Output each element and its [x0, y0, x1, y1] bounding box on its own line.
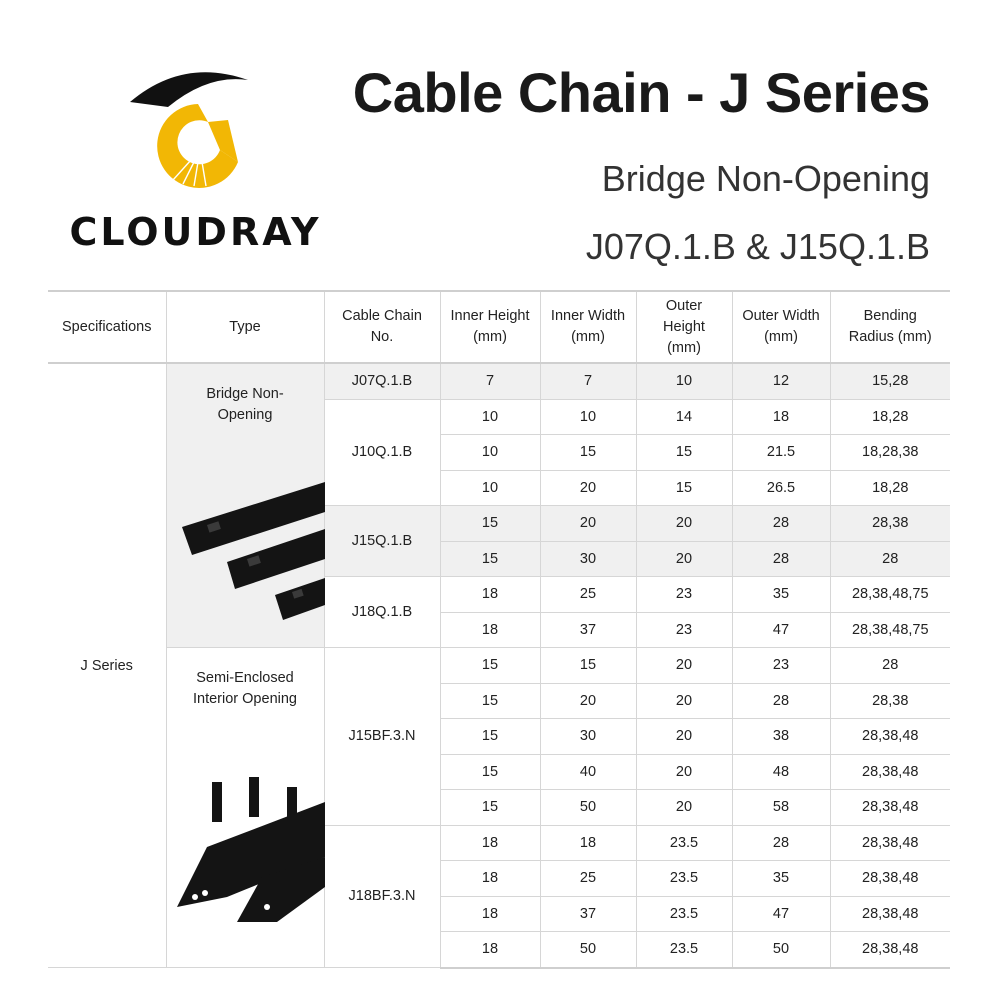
cell: 23.5 — [636, 825, 732, 861]
header-inner-height: Inner Height (mm) — [440, 291, 540, 363]
cell: 28,38,48 — [830, 932, 950, 968]
type-bridge-label: Bridge Non-Opening — [206, 386, 284, 423]
cell: 20 — [636, 683, 732, 719]
cell: 28,38,48 — [830, 719, 950, 755]
header-type: Type — [166, 291, 324, 363]
cell: 28 — [732, 541, 830, 577]
type-bridge-cell — [166, 363, 324, 648]
cell: 15 — [440, 719, 540, 755]
chain-no-cell: J15BF.3.N — [324, 648, 440, 826]
cell: 28,38,48 — [830, 825, 950, 861]
page-title: Cable Chain - J Series — [352, 61, 930, 124]
cell: 10 — [636, 363, 732, 399]
header-outer-width: Outer Width (mm) — [732, 291, 830, 363]
cell: 48 — [732, 754, 830, 790]
cell: 26.5 — [732, 470, 830, 506]
table-row — [48, 648, 950, 684]
cell: 28,38,48,75 — [830, 612, 950, 648]
cell: 28 — [830, 648, 950, 684]
cell: 28,38,48 — [830, 754, 950, 790]
cell: 10 — [540, 399, 636, 435]
page-models: J07Q.1.B & J15Q.1.B — [585, 226, 930, 267]
cell: 28 — [732, 683, 830, 719]
cell: 50 — [732, 932, 830, 968]
cell: 25 — [540, 861, 636, 897]
cell: 18 — [732, 399, 830, 435]
header-specifications: Specifications — [48, 291, 166, 363]
cell: 28,38,48,75 — [830, 577, 950, 613]
chain-no-cell: J15Q.1.B — [324, 506, 440, 577]
bridge-chain-image — [167, 477, 325, 647]
cell: 21.5 — [732, 435, 830, 471]
cell: 18,28 — [830, 399, 950, 435]
cell: 28 — [732, 825, 830, 861]
cell: 15 — [440, 790, 540, 826]
cell: 20 — [636, 719, 732, 755]
cell: 15 — [440, 648, 540, 684]
cell: 23 — [732, 648, 830, 684]
cell: 15 — [440, 541, 540, 577]
cell: 15 — [540, 435, 636, 471]
cell: 7 — [540, 363, 636, 399]
cell: 20 — [540, 683, 636, 719]
header-bending-radius: Bending Radius (mm) — [830, 291, 950, 363]
cloudray-logo — [68, 62, 323, 262]
header-outer-height: Outer Height (mm) — [636, 291, 732, 363]
cell: 15 — [636, 435, 732, 471]
cell: 18 — [440, 577, 540, 613]
spec-table — [48, 290, 950, 969]
cell: 50 — [540, 932, 636, 968]
cell: 25 — [540, 577, 636, 613]
cell: 28,38,48 — [830, 896, 950, 932]
table-row — [48, 363, 950, 399]
cell: 23.5 — [636, 896, 732, 932]
logo-mark-icon — [128, 62, 258, 192]
cell: 28 — [830, 541, 950, 577]
cell: 23 — [636, 612, 732, 648]
cell: 20 — [636, 790, 732, 826]
header-chain-no: Cable Chain No. — [324, 291, 440, 363]
cell: 20 — [636, 648, 732, 684]
cell: 30 — [540, 719, 636, 755]
cell: 20 — [540, 506, 636, 542]
type-semi-label: Semi-Enclosed Interior Opening — [193, 670, 297, 707]
cell: 37 — [540, 896, 636, 932]
chain-no-cell: J18Q.1.B — [324, 577, 440, 648]
cell: 20 — [540, 470, 636, 506]
cell: 47 — [732, 612, 830, 648]
cell: 15 — [440, 683, 540, 719]
cell: 28 — [732, 506, 830, 542]
cell: 18 — [540, 825, 636, 861]
cell: 30 — [540, 541, 636, 577]
cell: 10 — [440, 435, 540, 471]
cell: 47 — [732, 896, 830, 932]
cell: 20 — [636, 506, 732, 542]
cell: 28,38 — [830, 506, 950, 542]
cell: 15,28 — [830, 363, 950, 399]
semi-chain-image — [167, 757, 325, 927]
chain-no-cell: J07Q.1.B — [324, 363, 440, 399]
chain-no-cell: J18BF.3.N — [324, 825, 440, 968]
cell: 58 — [732, 790, 830, 826]
cell: 12 — [732, 363, 830, 399]
cell: 20 — [636, 754, 732, 790]
cell: 15 — [636, 470, 732, 506]
cell: 15 — [440, 506, 540, 542]
cell: 35 — [732, 577, 830, 613]
cell: 18 — [440, 896, 540, 932]
cell: 28,38 — [830, 683, 950, 719]
cell: 15 — [440, 754, 540, 790]
cell: 38 — [732, 719, 830, 755]
cell: 28,38,48 — [830, 790, 950, 826]
brand-name: CLOUDRAY — [69, 210, 322, 254]
cell: 50 — [540, 790, 636, 826]
cell: 35 — [732, 861, 830, 897]
chain-no-cell: J10Q.1.B — [324, 399, 440, 506]
cell: 10 — [440, 470, 540, 506]
cell: 18 — [440, 612, 540, 648]
type-semi-cell — [166, 648, 324, 968]
cell: 18,28 — [830, 470, 950, 506]
cell: 18 — [440, 932, 540, 968]
cell: 23.5 — [636, 861, 732, 897]
table-header-row — [48, 291, 950, 363]
cell: 28,38,48 — [830, 861, 950, 897]
cell: 40 — [540, 754, 636, 790]
cell: 7 — [440, 363, 540, 399]
cell: 18,28,38 — [830, 435, 950, 471]
cell: 23 — [636, 577, 732, 613]
header-inner-width: Inner Width (mm) — [540, 291, 636, 363]
cell: 20 — [636, 541, 732, 577]
cell: 10 — [440, 399, 540, 435]
cell: 15 — [540, 648, 636, 684]
cell: 37 — [540, 612, 636, 648]
cell: 23.5 — [636, 932, 732, 968]
page-subtitle: Bridge Non-Opening — [601, 158, 930, 199]
cell: 14 — [636, 399, 732, 435]
cell: 18 — [440, 825, 540, 861]
cell: 18 — [440, 861, 540, 897]
series-cell: J Series — [48, 363, 166, 968]
